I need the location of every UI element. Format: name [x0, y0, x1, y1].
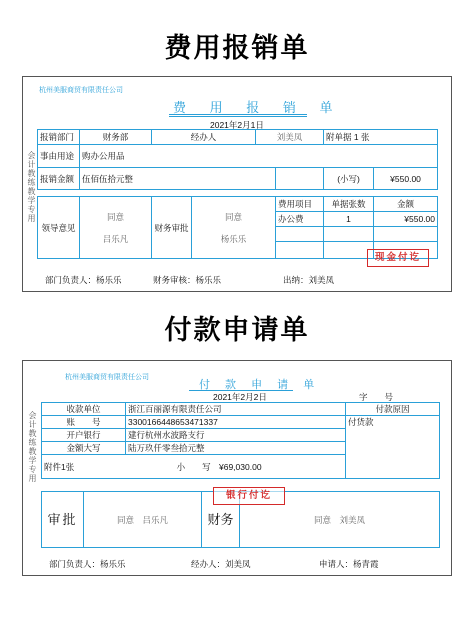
bank-value: 建行杭州水波路支行: [126, 429, 346, 442]
attach-unit: 张: [361, 132, 370, 142]
doc2-big-title: 付款申请单: [164, 315, 310, 346]
doc1-form-title: 费 用 报 销 单: [173, 100, 343, 115]
doc1-company: 杭州美服商贸有限责任公司: [39, 86, 123, 94]
doc2-company: 杭州美服商贸有限责任公司: [65, 373, 149, 381]
finance-label: 财务: [202, 492, 240, 548]
doc1-date: 2021年2月1日: [210, 120, 264, 130]
doc2-date: 2021年2月2日: [213, 392, 267, 402]
doc2-footer-applicant: 申请人：杨青霞: [319, 559, 379, 569]
payment-form: [22, 360, 452, 576]
bank-paid-stamp: 银行付讫: [213, 487, 285, 505]
bank-label: 开户银行: [42, 429, 126, 442]
doc2-footer-handler: 经办人：刘美凤: [191, 559, 251, 569]
item-empty-3: [276, 242, 324, 259]
attach-count: 1: [353, 132, 359, 142]
item-empty-1: [324, 227, 374, 242]
doc1-footer-cashier: 出纳：刘美凤: [283, 275, 335, 285]
handler-label: 经办人: [152, 130, 256, 145]
amount-spacer: [276, 168, 324, 190]
leader-label: 领导意见: [38, 197, 80, 259]
handler-value: 刘美凤: [256, 130, 324, 145]
item-header-1: 单据张数: [324, 197, 374, 212]
finance-opinion: 同意: [225, 211, 243, 222]
payee-label: 收款单位: [42, 403, 126, 416]
doc1-side-label: 会计教练教学专用: [27, 151, 36, 223]
attach-label: 附单据: [326, 132, 352, 142]
finance-approve-label: 财务审批: [152, 197, 192, 259]
item-header-0: 费用项目: [276, 197, 324, 212]
item-cell-2: ¥550.00: [374, 212, 438, 227]
leader-signer: 吕乐凡: [102, 233, 129, 244]
amount-label: 报销金额: [38, 168, 80, 190]
doc1-title-underline-2: [169, 116, 307, 117]
approve-block: [84, 492, 202, 548]
item-cell-1: 1: [324, 212, 374, 227]
item-empty-2: [374, 227, 438, 242]
approve-label: 审批: [42, 492, 84, 548]
small-label: 小 写: [176, 461, 211, 472]
purpose-label: 事由用途: [38, 145, 80, 168]
finance-opinion: 同意: [314, 514, 332, 525]
amount-upper-label: 金额大写: [42, 442, 126, 455]
doc2-number-label: 字 号: [359, 392, 394, 402]
account-value: 330016644865347133​7: [126, 416, 346, 429]
reason-value: 付货款: [346, 416, 440, 479]
small-value: ¥69,030.00: [219, 461, 262, 472]
doc1-big-title: 费用报销单: [164, 33, 310, 64]
item-header-2: 金额: [374, 197, 438, 212]
account-label: 账 号: [42, 416, 126, 429]
approve-opinion: 同意: [117, 514, 135, 525]
dept-label: 报销部门: [38, 130, 80, 145]
dept-value: 财务部: [80, 130, 152, 145]
doc2-table: [41, 402, 440, 479]
purpose-value: 购办公用品: [80, 145, 438, 168]
amount-small: ¥550.00: [374, 168, 438, 190]
amount-upper-value: 陆万玖仟零叁拾元整: [126, 442, 346, 455]
finance-approve-block: [192, 197, 276, 259]
finance-signer: 杨乐乐: [220, 233, 247, 244]
doc1-table: [37, 129, 438, 190]
attach-row: [42, 455, 346, 479]
expense-form: [22, 76, 452, 292]
amount-upper: 伍佰伍拾元整: [80, 168, 276, 190]
doc1-footer-dept: 部门负责人：杨乐乐: [45, 275, 122, 285]
doc2-form-title: 付 款 申 请 单: [199, 379, 321, 391]
leader-opinion: 同意: [106, 211, 124, 222]
approve-signer: 吕乐凡: [142, 514, 168, 525]
cash-paid-stamp: 现金付讫: [367, 249, 429, 267]
small-label: (小写): [324, 168, 374, 190]
attach-cell: [324, 130, 438, 145]
doc1-title-underline: [169, 114, 307, 115]
attach-text: 附件1张: [44, 461, 75, 472]
finance-signer: 刘美凤: [339, 514, 365, 525]
doc2-side-label: 会计教练教学专用: [28, 411, 37, 483]
payee-value: 浙江百丽源有限责任公司: [126, 403, 346, 416]
reason-label: 付款原因: [346, 403, 440, 416]
leader-block: [80, 197, 152, 259]
item-empty-0: [276, 227, 324, 242]
doc1-footer-review: 财务审核：杨乐乐: [153, 275, 222, 285]
item-cell-0: 办公费: [276, 212, 324, 227]
doc2-footer-dept: 部门负责人：杨乐乐: [49, 559, 126, 569]
